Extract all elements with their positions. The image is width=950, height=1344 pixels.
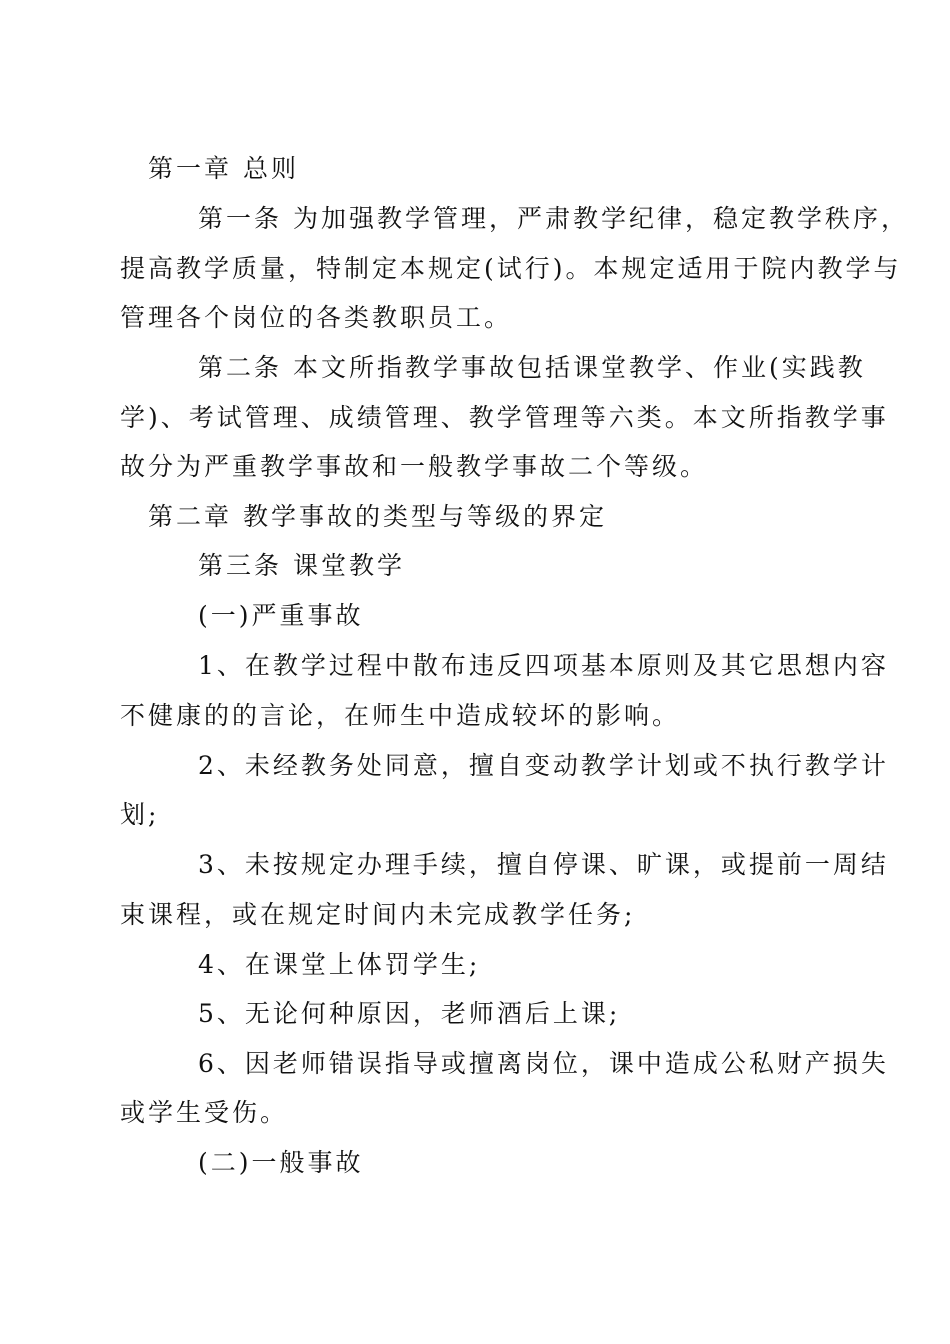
article-1-line-2: 提高教学质量，特制定本规定(试行)。本规定适用于院内教学与 xyxy=(120,254,902,283)
item-6-line-2: 或学生受伤。 xyxy=(120,1098,289,1127)
article-2-line-2: 学)、考试管理、成绩管理、教学管理等六类。本文所指教学事 xyxy=(120,403,889,432)
article-2-line-3: 故分为严重教学事故和一般教学事故二个等级。 xyxy=(120,452,709,481)
item-3-line-2: 束课程，或在规定时间内未完成教学任务; xyxy=(120,900,636,929)
item-2-line-2: 划; xyxy=(120,800,160,829)
article-3-heading: 第三条 课堂教学 xyxy=(198,551,405,580)
item-3-line-1: 3、未按规定办理手续，擅自停课、旷课，或提前一周结 xyxy=(198,850,889,879)
item-1-line-1: 1、在教学过程中散布违反四项基本原则及其它思想内容 xyxy=(198,651,889,680)
item-2-line-1: 2、未经教务处同意，擅自变动教学计划或不执行教学计 xyxy=(198,751,889,780)
article-1-line-3: 管理各个岗位的各类教职员工。 xyxy=(120,303,513,332)
chapter-1-heading: 第一章 总则 xyxy=(148,154,299,183)
item-6-line-1: 6、因老师错误指导或擅离岗位，课中造成公私财产损失 xyxy=(198,1049,889,1078)
item-1-line-2: 不健康的的言论，在师生中造成较坏的影响。 xyxy=(120,701,681,730)
section-serious-accidents-heading: (一)严重事故 xyxy=(198,601,364,630)
item-5: 5、无论何种原因，老师酒后上课; xyxy=(198,999,621,1028)
chapter-2-heading: 第二章 教学事故的类型与等级的界定 xyxy=(148,502,607,531)
item-4: 4、在课堂上体罚学生; xyxy=(198,950,481,979)
article-2-line-1: 第二条 本文所指教学事故包括课堂教学、作业(实践教 xyxy=(198,353,866,382)
section-general-accidents-heading: (二)一般事故 xyxy=(198,1148,364,1177)
article-1-line-1: 第一条 为加强教学管理，严肃教学纪律，稳定教学秩序， xyxy=(198,204,909,233)
